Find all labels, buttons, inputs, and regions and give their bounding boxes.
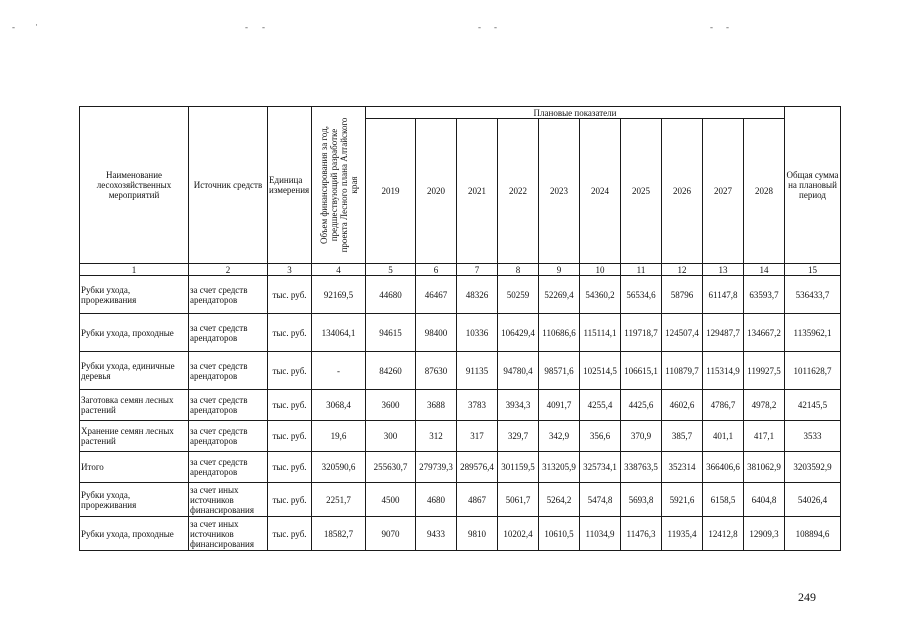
row-year-value: 119718,7: [621, 314, 662, 352]
row-year-value: 312: [416, 421, 457, 452]
row-year-value: 94780,4: [498, 352, 539, 390]
row-total: 1135962,1: [785, 314, 841, 352]
row-year-value: 9810: [457, 517, 498, 551]
row-year-value: 134667,2: [744, 314, 785, 352]
row-year-value: 356,6: [580, 421, 621, 452]
header-year: 2023: [539, 119, 580, 264]
page-number: 249: [798, 590, 816, 604]
row-year-value: 115114,1: [580, 314, 621, 352]
row-year-value: 10336: [457, 314, 498, 352]
row-year-value: 313205,9: [539, 452, 580, 483]
forestry-financing-table: [79, 106, 841, 551]
row-year-value: 289576,4: [457, 452, 498, 483]
scan-mark: -: [726, 22, 729, 32]
row-year-value: 87630: [416, 352, 457, 390]
row-year-value: 3688: [416, 390, 457, 421]
column-number: 11: [621, 264, 662, 276]
row-year-value: 10610,5: [539, 517, 580, 551]
row-source: за счет средств арендаторов: [189, 421, 268, 452]
row-year-value: 10202,4: [498, 517, 539, 551]
table-row: [80, 314, 841, 352]
header-year: 2022: [498, 119, 539, 264]
row-unit: тыс. руб.: [268, 452, 312, 483]
column-number: 9: [539, 264, 580, 276]
row-year-value: 115314,9: [703, 352, 744, 390]
row-prior-volume: 134064,1: [312, 314, 366, 352]
row-year-value: 5474,8: [580, 483, 621, 517]
row-year-value: 44680: [366, 276, 416, 314]
row-year-value: 9433: [416, 517, 457, 551]
row-year-value: 325734,1: [580, 452, 621, 483]
row-year-value: 4867: [457, 483, 498, 517]
row-total: 108894,6: [785, 517, 841, 551]
column-number: 4: [312, 264, 366, 276]
row-activity: Хранение семян лесных растений: [80, 421, 189, 452]
column-number: 2: [189, 264, 268, 276]
row-year-value: 279739,3: [416, 452, 457, 483]
row-prior-volume: 320590,6: [312, 452, 366, 483]
row-year-value: 46467: [416, 276, 457, 314]
header-activity: Наименование лесохозяйственных мероприятий: [80, 107, 189, 264]
row-prior-volume: -: [312, 352, 366, 390]
scan-mark: ·: [35, 20, 38, 30]
row-total: 42145,5: [785, 390, 841, 421]
row-year-value: 4602,6: [662, 390, 703, 421]
row-year-value: 417,1: [744, 421, 785, 452]
row-year-value: 4425,6: [621, 390, 662, 421]
row-unit: тыс. руб.: [268, 352, 312, 390]
row-year-value: 385,7: [662, 421, 703, 452]
row-year-value: 124507,4: [662, 314, 703, 352]
row-year-value: 338763,5: [621, 452, 662, 483]
row-total: 1011628,7: [785, 352, 841, 390]
header-prior-volume: [312, 107, 366, 264]
table-row: [80, 352, 841, 390]
row-year-value: 84260: [366, 352, 416, 390]
row-prior-volume: 2251,7: [312, 483, 366, 517]
row-unit: тыс. руб.: [268, 517, 312, 551]
row-source: за счет средств арендаторов: [189, 276, 268, 314]
row-year-value: 98571,6: [539, 352, 580, 390]
row-year-value: 6158,5: [703, 483, 744, 517]
row-unit: тыс. руб.: [268, 390, 312, 421]
row-year-value: 52269,4: [539, 276, 580, 314]
row-year-value: 119927,5: [744, 352, 785, 390]
row-year-value: 129487,7: [703, 314, 744, 352]
row-activity: Рубки ухода, прореживания: [80, 276, 189, 314]
row-year-value: 4091,7: [539, 390, 580, 421]
row-year-value: 11935,4: [662, 517, 703, 551]
table-row: [80, 517, 841, 551]
row-year-value: 50259: [498, 276, 539, 314]
row-activity: Итого: [80, 452, 189, 483]
row-year-value: 352314: [662, 452, 703, 483]
row-year-value: 4786,7: [703, 390, 744, 421]
header-year: 2028: [744, 119, 785, 264]
column-number: 10: [580, 264, 621, 276]
row-source: за счет иных источников финансирования: [189, 483, 268, 517]
header-year: 2026: [662, 119, 703, 264]
row-year-value: 301159,5: [498, 452, 539, 483]
header-unit: Единица измерения: [268, 107, 312, 264]
row-unit: тыс. руб.: [268, 276, 312, 314]
header-year: 2020: [416, 119, 457, 264]
row-year-value: 255630,7: [366, 452, 416, 483]
row-total: 3533: [785, 421, 841, 452]
row-year-value: 3934,3: [498, 390, 539, 421]
row-activity: Рубки ухода, единичные деревья: [80, 352, 189, 390]
header-year: 2019: [366, 119, 416, 264]
row-year-value: 54360,2: [580, 276, 621, 314]
row-year-value: 317: [457, 421, 498, 452]
column-number: 13: [703, 264, 744, 276]
row-year-value: 4255,4: [580, 390, 621, 421]
scan-mark: -: [494, 22, 497, 32]
row-year-value: 3600: [366, 390, 416, 421]
header-year: 2024: [580, 119, 621, 264]
row-unit: тыс. руб.: [268, 483, 312, 517]
row-year-value: 3783: [457, 390, 498, 421]
row-year-value: 5693,8: [621, 483, 662, 517]
column-number: 3: [268, 264, 312, 276]
header-total: Общая сумма на плановый период: [785, 107, 841, 264]
row-year-value: 63593,7: [744, 276, 785, 314]
column-number: 7: [457, 264, 498, 276]
column-number: 5: [366, 264, 416, 276]
row-total: 3203592,9: [785, 452, 841, 483]
column-number: 8: [498, 264, 539, 276]
row-year-value: 61147,8: [703, 276, 744, 314]
row-year-value: 4500: [366, 483, 416, 517]
row-year-value: 11476,3: [621, 517, 662, 551]
scan-mark: -: [710, 22, 713, 32]
scan-mark: -: [262, 22, 265, 32]
header-year: 2027: [703, 119, 744, 264]
column-number: 6: [416, 264, 457, 276]
row-year-value: 56534,6: [621, 276, 662, 314]
row-year-value: 106615,1: [621, 352, 662, 390]
row-year-value: 58796: [662, 276, 703, 314]
row-year-value: 4680: [416, 483, 457, 517]
row-year-value: 12412,8: [703, 517, 744, 551]
row-year-value: 91135: [457, 352, 498, 390]
row-prior-volume: 19,6: [312, 421, 366, 452]
row-year-value: 300: [366, 421, 416, 452]
column-number: 1: [80, 264, 189, 276]
row-source: за счет средств арендаторов: [189, 390, 268, 421]
table-row: [80, 483, 841, 517]
row-year-value: 48326: [457, 276, 498, 314]
row-year-value: 6404,8: [744, 483, 785, 517]
table-row: [80, 390, 841, 421]
scan-mark: -: [245, 22, 248, 32]
row-year-value: 110686,6: [539, 314, 580, 352]
header-source: Источник средств: [189, 107, 268, 264]
row-year-value: 98400: [416, 314, 457, 352]
row-activity: Рубки ухода, проходные: [80, 314, 189, 352]
row-year-value: 342,9: [539, 421, 580, 452]
row-year-value: 366406,6: [703, 452, 744, 483]
row-prior-volume: 92169,5: [312, 276, 366, 314]
row-year-value: 110879,7: [662, 352, 703, 390]
row-source: за счет средств арендаторов: [189, 352, 268, 390]
row-year-value: 5061,7: [498, 483, 539, 517]
row-year-value: 106429,4: [498, 314, 539, 352]
table-row: [80, 421, 841, 452]
row-year-value: 401,1: [703, 421, 744, 452]
row-year-value: 370,9: [621, 421, 662, 452]
column-number: 14: [744, 264, 785, 276]
row-year-value: 5921,6: [662, 483, 703, 517]
row-year-value: 381062,9: [744, 452, 785, 483]
row-unit: тыс. руб.: [268, 421, 312, 452]
row-total: 54026,4: [785, 483, 841, 517]
header-plan-group: Плановые показатели: [366, 107, 785, 119]
scan-mark: -: [478, 22, 481, 32]
table-row: [80, 276, 841, 314]
row-activity: Рубки ухода, проходные: [80, 517, 189, 551]
row-year-value: 11034,9: [580, 517, 621, 551]
row-source: за счет средств арендаторов: [189, 314, 268, 352]
row-year-value: 102514,5: [580, 352, 621, 390]
header-prior-volume-text: Объем финансирования за год, предшествующий разработке проекта Лесного плана Алтайского края: [318, 117, 359, 253]
row-prior-volume: 3068,4: [312, 390, 366, 421]
header-year: 2025: [621, 119, 662, 264]
row-year-value: 5264,2: [539, 483, 580, 517]
column-number: 12: [662, 264, 703, 276]
row-prior-volume: 18582,7: [312, 517, 366, 551]
row-activity: Рубки ухода, прореживания: [80, 483, 189, 517]
row-activity: Заготовка семян лесных растений: [80, 390, 189, 421]
row-year-value: 94615: [366, 314, 416, 352]
row-source: за счет иных источников финансирования: [189, 517, 268, 551]
row-year-value: 12909,3: [744, 517, 785, 551]
column-number: 15: [785, 264, 841, 276]
row-unit: тыс. руб.: [268, 314, 312, 352]
header-year: 2021: [457, 119, 498, 264]
row-source: за счет средств арендаторов: [189, 452, 268, 483]
row-year-value: 4978,2: [744, 390, 785, 421]
row-year-value: 9070: [366, 517, 416, 551]
table-row: [80, 452, 841, 483]
scan-mark: -: [12, 22, 15, 32]
row-year-value: 329,7: [498, 421, 539, 452]
row-total: 536433,7: [785, 276, 841, 314]
